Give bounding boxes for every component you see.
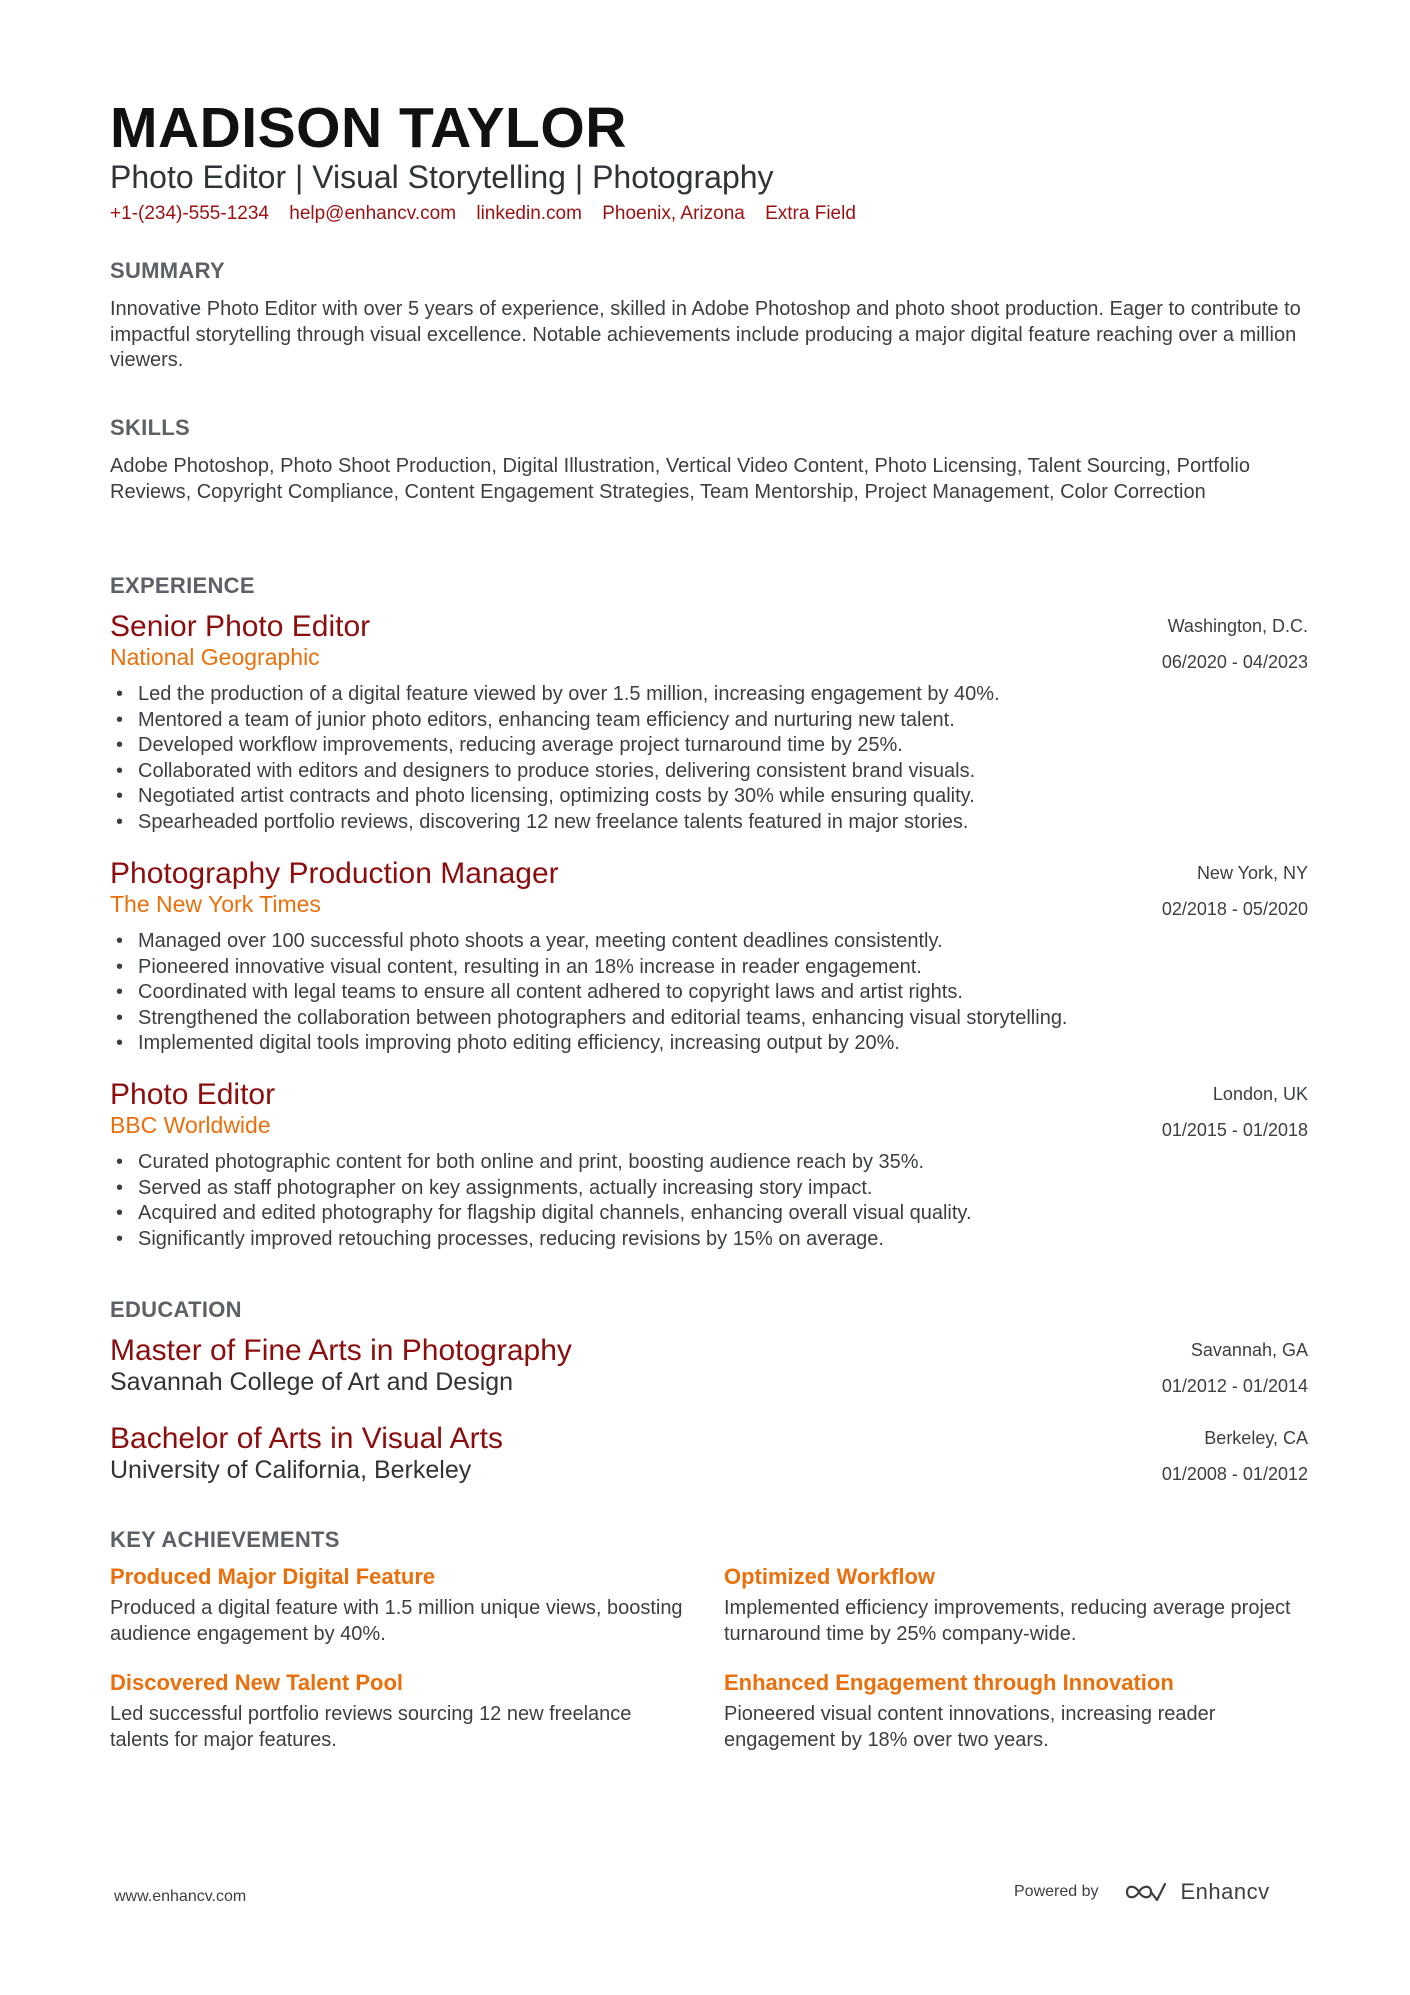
contact-bar [110,203,871,225]
achievement-title: Produced Major Digital Feature [110,1564,436,1589]
job-dates: 01/2015 - 01/2018 [1161,1120,1308,1140]
achievement-title: Enhanced Engagement through Innovation [724,1670,1174,1695]
bullet: • Strengthened the collaboration between photographers and editorial teams, enhancing visual storytelling. [110,1006,1068,1032]
education-heading: EDUCATION [110,1297,242,1322]
job-location: New York, NY [1196,863,1308,883]
school-location: Savannah, GA [1190,1340,1308,1360]
job-title: Senior Photo Editor [110,610,371,643]
powered-by-label: Powered by [1014,1883,1099,1900]
bullet: • Negotiated artist contracts and photo licensing, optimizing costs by 30% while ensuring quality. [110,784,1000,810]
achievement-item [110,1668,690,1753]
bullet: • Served as staff photographer on key assignments, actually increasing story impact. [110,1176,972,1202]
job-company: National Geographic [110,644,320,670]
achievement-item [724,1562,1304,1647]
skills-heading: SKILLS [110,415,191,440]
school-name: University of California, Berkeley [110,1456,472,1484]
contact-email[interactable]: help@enhancv.com [289,203,457,224]
school-dates: 01/2012 - 01/2014 [1161,1376,1308,1396]
bullet: • Spearheaded portfolio reviews, discovering 12 new freelance talents featured in major stories. [110,810,1000,836]
contact-linkedin[interactable]: linkedin.com [476,203,582,224]
achievement-title: Optimized Workflow [724,1564,936,1589]
summary-text: Innovative Photo Editor with over 5 years of experience, skilled in Adobe Photoshop and photo shoot production. Eager to contribute to impactful storytelling through visual excellence. Notable achievements include producing a major digital feature reaching over a million viewers. [110,298,1301,371]
footer-website[interactable]: www.enhancv.com [114,1888,247,1905]
contact-phone[interactable]: +1-(234)-555-1234 [110,203,269,224]
bullet: • Mentored a team of junior photo editors, enhancing team efficiency and nurturing new talent. [110,708,1000,734]
brand-name: Enhancv [1180,1879,1270,1904]
job-title: Photo Editor [110,1078,276,1111]
achievements-heading: KEY ACHIEVEMENTS [110,1527,340,1552]
skills-text: Adobe Photoshop, Photo Shoot Production, Digital Illustration, Vertical Video Content, Photo Licensing, Talent Sourcing, Portfolio Reviews, Copyright Compliance, Content Engagement Strategies, Team Mentorship, Project Management, Color Correction [110,455,1250,503]
experience-heading: EXPERIENCE [110,573,255,598]
bullet: • Coordinated with legal teams to ensure all content adhered to copyright laws and artist rights. [110,980,1068,1006]
achievement-title: Discovered New Talent Pool [110,1670,404,1695]
headline: Photo Editor | Visual Storytelling | Photography [110,159,774,195]
achievement-item [724,1668,1304,1753]
job-company: The New York Times [110,891,321,917]
job-title: Photography Production Manager [110,857,559,890]
job-dates: 06/2020 - 04/2023 [1161,652,1308,672]
job-bullets [110,929,1068,1057]
achievement-desc: Produced a digital feature with 1.5 million unique views, boosting audience engagement by 40%. [110,1597,683,1645]
achievement-item [110,1562,690,1647]
candidate-name: MADISON TAYLOR [110,96,627,160]
enhancv-logo-icon [1123,1880,1169,1904]
contact-location: Phoenix, Arizona [602,203,745,224]
degree-title: Bachelor of Arts in Visual Arts [110,1422,503,1455]
bullet: • Developed workflow improvements, reducing average project turnaround time by 25%. [110,733,1000,759]
job-bullets [110,682,1000,835]
achievement-desc: Pioneered visual content innovations, increasing reader engagement by 18% over two years. [724,1703,1216,1751]
bullet: • Implemented digital tools improving photo editing efficiency, increasing output by 20%. [110,1031,1068,1057]
bullet: • Led the production of a digital feature viewed by over 1.5 million, increasing engagement by 40%. [110,682,1000,708]
job-bullets [110,1150,972,1252]
job-dates: 02/2018 - 05/2020 [1161,899,1308,919]
bullet: • Managed over 100 successful photo shoots a year, meeting content deadlines consistently. [110,929,1068,955]
degree-title: Master of Fine Arts in Photography [110,1334,572,1367]
bullet: • Pioneered innovative visual content, resulting in an 18% increase in reader engagement. [110,955,1068,981]
contact-extra: Extra Field [765,203,856,224]
bullet: • Curated photographic content for both online and print, boosting audience reach by 35%. [110,1150,972,1176]
bullet: • Acquired and edited photography for flagship digital channels, enhancing overall visual quality. [110,1201,972,1227]
school-dates: 01/2008 - 01/2012 [1161,1464,1308,1484]
achievement-desc: Led successful portfolio reviews sourcing 12 new freelance talents for major features. [110,1703,632,1751]
summary-heading: SUMMARY [110,258,225,283]
bullet: • Significantly improved retouching processes, reducing revisions by 15% on average. [110,1227,972,1253]
job-company: BBC Worldwide [110,1112,271,1138]
job-location: London, UK [1212,1084,1308,1104]
job-location: Washington, D.C. [1167,616,1308,636]
school-name: Savannah College of Art and Design [110,1368,514,1396]
achievement-desc: Implemented efficiency improvements, reducing average project turnaround time by 25% company-wide. [724,1597,1291,1645]
school-location: Berkeley, CA [1204,1428,1308,1448]
footer-branding [1014,1872,1270,1912]
bullet: • Collaborated with editors and designers to produce stories, delivering consistent brand visuals. [110,759,1000,785]
